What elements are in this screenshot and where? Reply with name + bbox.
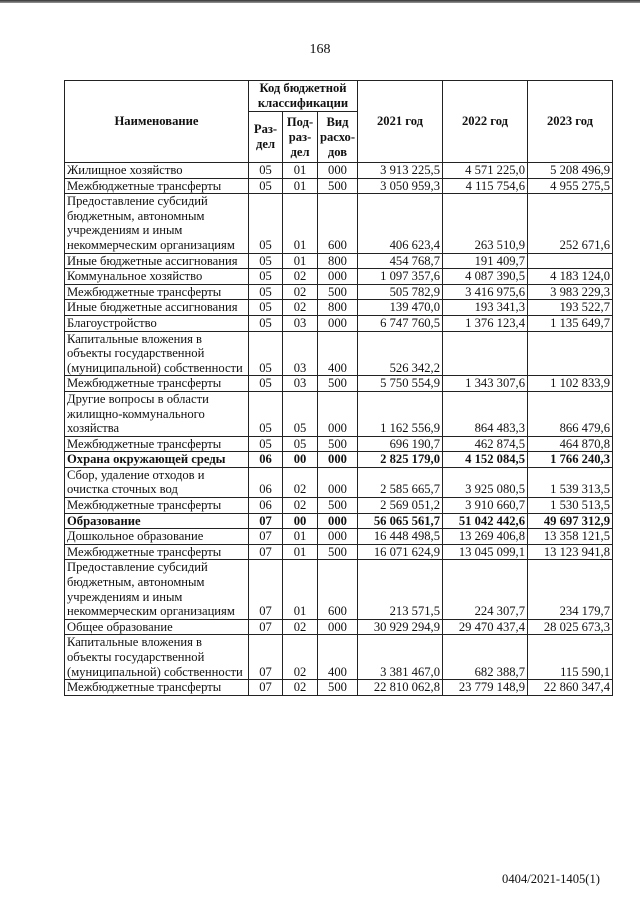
- cell-2022: 682 388,7: [443, 635, 528, 680]
- cell-name: Межбюджетные трансферты: [65, 376, 249, 392]
- cell-podrazdel: 01: [283, 194, 318, 253]
- cell-2022: 193 341,3: [443, 300, 528, 316]
- cell-2022: 263 510,9: [443, 194, 528, 253]
- header-name: Наименование: [65, 81, 249, 163]
- cell-2023: 252 671,6: [528, 194, 613, 253]
- cell-name: Межбюджетные трансферты: [65, 436, 249, 452]
- cell-2021: 2 825 179,0: [358, 452, 443, 468]
- cell-name: Охрана окружающей среды: [65, 452, 249, 468]
- cell-2023: [528, 253, 613, 269]
- cell-razdel: 05: [249, 436, 283, 452]
- cell-vid: 000: [318, 452, 358, 468]
- cell-podrazdel: 01: [283, 163, 318, 179]
- cell-2021: 2 569 051,2: [358, 498, 443, 514]
- cell-podrazdel: 02: [283, 300, 318, 316]
- cell-2023: [528, 331, 613, 376]
- cell-2023: 115 590,1: [528, 635, 613, 680]
- cell-name: Иные бюджетные ассигнования: [65, 253, 249, 269]
- cell-2021: 696 190,7: [358, 436, 443, 452]
- cell-podrazdel: 02: [283, 680, 318, 696]
- cell-2021: 5 750 554,9: [358, 376, 443, 392]
- cell-razdel: 06: [249, 498, 283, 514]
- cell-2023: 234 179,7: [528, 560, 613, 619]
- table-row: [65, 529, 613, 545]
- cell-podrazdel: 03: [283, 376, 318, 392]
- table-row: [65, 163, 613, 179]
- cell-2023: 866 479,6: [528, 391, 613, 436]
- cell-vid: 500: [318, 544, 358, 560]
- cell-vid: 500: [318, 178, 358, 194]
- table-row: [65, 269, 613, 285]
- cell-podrazdel: 03: [283, 331, 318, 376]
- cell-vid: 500: [318, 436, 358, 452]
- cell-2021: 6 747 760,5: [358, 315, 443, 331]
- cell-2021: 526 342,2: [358, 331, 443, 376]
- table-row: [65, 178, 613, 194]
- cell-2022: 4 115 754,6: [443, 178, 528, 194]
- table-row: [65, 300, 613, 316]
- cell-2022: [443, 331, 528, 376]
- cell-2023: 3 983 229,3: [528, 284, 613, 300]
- cell-vid: 000: [318, 513, 358, 529]
- cell-razdel: 05: [249, 194, 283, 253]
- table-row: [65, 284, 613, 300]
- cell-podrazdel: 01: [283, 544, 318, 560]
- cell-2022: 4 152 084,5: [443, 452, 528, 468]
- cell-2022: 3 910 660,7: [443, 498, 528, 514]
- cell-vid: 000: [318, 315, 358, 331]
- cell-name: Межбюджетные трансферты: [65, 680, 249, 696]
- cell-2021: 454 768,7: [358, 253, 443, 269]
- cell-2021: 3 913 225,5: [358, 163, 443, 179]
- cell-name: Жилищное хозяйство: [65, 163, 249, 179]
- cell-razdel: 07: [249, 529, 283, 545]
- cell-razdel: 07: [249, 544, 283, 560]
- cell-vid: 500: [318, 376, 358, 392]
- cell-2022: 224 307,7: [443, 560, 528, 619]
- cell-name: Межбюджетные трансферты: [65, 498, 249, 514]
- cell-2021: 505 782,9: [358, 284, 443, 300]
- table-row: [65, 194, 613, 253]
- table-row: [65, 544, 613, 560]
- cell-razdel: 05: [249, 391, 283, 436]
- cell-podrazdel: 03: [283, 315, 318, 331]
- cell-2023: 1 539 313,5: [528, 467, 613, 497]
- table-row: [65, 513, 613, 529]
- header-year-2021: 2021 год: [358, 81, 443, 163]
- table-row: [65, 315, 613, 331]
- header-podrazdel: Под- раз- дел: [283, 112, 318, 163]
- cell-2021: 2 585 665,7: [358, 467, 443, 497]
- table-row: [65, 253, 613, 269]
- table-row: [65, 376, 613, 392]
- cell-2021: 3 381 467,0: [358, 635, 443, 680]
- cell-2022: 4 087 390,5: [443, 269, 528, 285]
- cell-podrazdel: 02: [283, 284, 318, 300]
- cell-name: Межбюджетные трансферты: [65, 284, 249, 300]
- cell-2023: 1 530 513,5: [528, 498, 613, 514]
- cell-2022: 13 045 099,1: [443, 544, 528, 560]
- cell-vid: 800: [318, 253, 358, 269]
- cell-2021: 56 065 561,7: [358, 513, 443, 529]
- cell-2021: 16 448 498,5: [358, 529, 443, 545]
- document-code: 0404/2021-1405(1): [502, 872, 600, 886]
- cell-vid: 500: [318, 680, 358, 696]
- cell-podrazdel: 01: [283, 529, 318, 545]
- cell-name: Образование: [65, 513, 249, 529]
- cell-2021: 30 929 294,9: [358, 619, 443, 635]
- cell-razdel: 06: [249, 452, 283, 468]
- cell-2022: 1 376 123,4: [443, 315, 528, 331]
- cell-name: Благоустройство: [65, 315, 249, 331]
- cell-name: Сбор, удаление отходов и очистка сточных вод: [65, 467, 249, 497]
- cell-vid: 600: [318, 194, 358, 253]
- cell-2023: 4 955 275,5: [528, 178, 613, 194]
- cell-2023: 1 766 240,3: [528, 452, 613, 468]
- header-code-group: Код бюджетной классификации: [249, 81, 358, 112]
- cell-vid: 400: [318, 331, 358, 376]
- table-body: [65, 163, 613, 696]
- table-row: [65, 331, 613, 376]
- cell-podrazdel: 01: [283, 560, 318, 619]
- cell-name: Дошкольное образование: [65, 529, 249, 545]
- cell-name: Предоставление субсидий бюджетным, автономным учреждениям и иным некоммерческим организациям: [65, 194, 249, 253]
- cell-2023: 22 860 347,4: [528, 680, 613, 696]
- cell-razdel: 05: [249, 269, 283, 285]
- table-row: [65, 619, 613, 635]
- cell-2023: 5 208 496,9: [528, 163, 613, 179]
- cell-2022: 3 416 975,6: [443, 284, 528, 300]
- table-row: [65, 498, 613, 514]
- cell-2023: 13 123 941,8: [528, 544, 613, 560]
- cell-name: Предоставление субсидий бюджетным, автономным учреждениям и иным некоммерческим организациям: [65, 560, 249, 619]
- cell-vid: 500: [318, 498, 358, 514]
- cell-2022: 13 269 406,8: [443, 529, 528, 545]
- cell-razdel: 05: [249, 315, 283, 331]
- cell-podrazdel: 02: [283, 498, 318, 514]
- cell-podrazdel: 05: [283, 436, 318, 452]
- cell-2022: 1 343 307,6: [443, 376, 528, 392]
- cell-vid: 800: [318, 300, 358, 316]
- cell-vid: 500: [318, 284, 358, 300]
- cell-2021: 1 162 556,9: [358, 391, 443, 436]
- cell-razdel: 07: [249, 635, 283, 680]
- cell-vid: 000: [318, 619, 358, 635]
- cell-vid: 600: [318, 560, 358, 619]
- cell-name: Межбюджетные трансферты: [65, 544, 249, 560]
- cell-2023: 49 697 312,9: [528, 513, 613, 529]
- cell-2023: 1 102 833,9: [528, 376, 613, 392]
- cell-2021: 3 050 959,3: [358, 178, 443, 194]
- cell-podrazdel: 02: [283, 467, 318, 497]
- cell-podrazdel: 02: [283, 635, 318, 680]
- cell-vid: 000: [318, 391, 358, 436]
- cell-name: Капитальные вложения в объекты государственной (муниципальной) собственности: [65, 331, 249, 376]
- cell-2023: 13 358 121,5: [528, 529, 613, 545]
- cell-razdel: 05: [249, 253, 283, 269]
- top-border-line: [0, 0, 640, 3]
- cell-razdel: 05: [249, 376, 283, 392]
- table-row: [65, 467, 613, 497]
- page-number: 168: [309, 42, 331, 57]
- cell-2023: 464 870,8: [528, 436, 613, 452]
- cell-2022: 23 779 148,9: [443, 680, 528, 696]
- cell-2023: 4 183 124,0: [528, 269, 613, 285]
- cell-2022: 29 470 437,4: [443, 619, 528, 635]
- cell-razdel: 07: [249, 680, 283, 696]
- cell-vid: 000: [318, 163, 358, 179]
- table-row: [65, 560, 613, 619]
- cell-podrazdel: 05: [283, 391, 318, 436]
- cell-vid: 400: [318, 635, 358, 680]
- cell-name: Межбюджетные трансферты: [65, 178, 249, 194]
- header-vid-rashodov: Вид расхо- дов: [318, 112, 358, 163]
- cell-2021: 1 097 357,6: [358, 269, 443, 285]
- cell-2021: 16 071 624,9: [358, 544, 443, 560]
- cell-podrazdel: 00: [283, 513, 318, 529]
- cell-razdel: 07: [249, 560, 283, 619]
- cell-razdel: 05: [249, 331, 283, 376]
- cell-2021: 406 623,4: [358, 194, 443, 253]
- cell-name: Другие вопросы в области жилищно-коммунального хозяйства: [65, 391, 249, 436]
- cell-2021: 22 810 062,8: [358, 680, 443, 696]
- header-razdel: Раз- дел: [249, 112, 283, 163]
- cell-name: Капитальные вложения в объекты государственной (муниципальной) собственности: [65, 635, 249, 680]
- cell-2021: 213 571,5: [358, 560, 443, 619]
- cell-2023: 1 135 649,7: [528, 315, 613, 331]
- cell-podrazdel: 00: [283, 452, 318, 468]
- cell-2022: 462 874,5: [443, 436, 528, 452]
- cell-vid: 000: [318, 529, 358, 545]
- cell-razdel: 05: [249, 300, 283, 316]
- cell-2022: 4 571 225,0: [443, 163, 528, 179]
- table-row: [65, 436, 613, 452]
- cell-razdel: 07: [249, 513, 283, 529]
- cell-2022: 864 483,3: [443, 391, 528, 436]
- cell-razdel: 05: [249, 284, 283, 300]
- cell-razdel: 05: [249, 163, 283, 179]
- cell-2022: 51 042 442,6: [443, 513, 528, 529]
- cell-podrazdel: 02: [283, 269, 318, 285]
- table-row: [65, 680, 613, 696]
- table-row: [65, 391, 613, 436]
- cell-razdel: 07: [249, 619, 283, 635]
- cell-vid: 000: [318, 269, 358, 285]
- cell-2022: 191 409,7: [443, 253, 528, 269]
- cell-podrazdel: 01: [283, 178, 318, 194]
- cell-2022: 3 925 080,5: [443, 467, 528, 497]
- cell-podrazdel: 01: [283, 253, 318, 269]
- cell-2023: 28 025 673,3: [528, 619, 613, 635]
- budget-table: [64, 80, 613, 696]
- cell-podrazdel: 02: [283, 619, 318, 635]
- cell-razdel: 06: [249, 467, 283, 497]
- cell-name: Иные бюджетные ассигнования: [65, 300, 249, 316]
- header-year-2023: 2023 год: [528, 81, 613, 163]
- cell-2021: 139 470,0: [358, 300, 443, 316]
- header-year-2022: 2022 год: [443, 81, 528, 163]
- cell-razdel: 05: [249, 178, 283, 194]
- cell-2023: 193 522,7: [528, 300, 613, 316]
- cell-vid: 000: [318, 467, 358, 497]
- cell-name: Общее образование: [65, 619, 249, 635]
- cell-name: Коммунальное хозяйство: [65, 269, 249, 285]
- table-row: [65, 452, 613, 468]
- table-row: [65, 635, 613, 680]
